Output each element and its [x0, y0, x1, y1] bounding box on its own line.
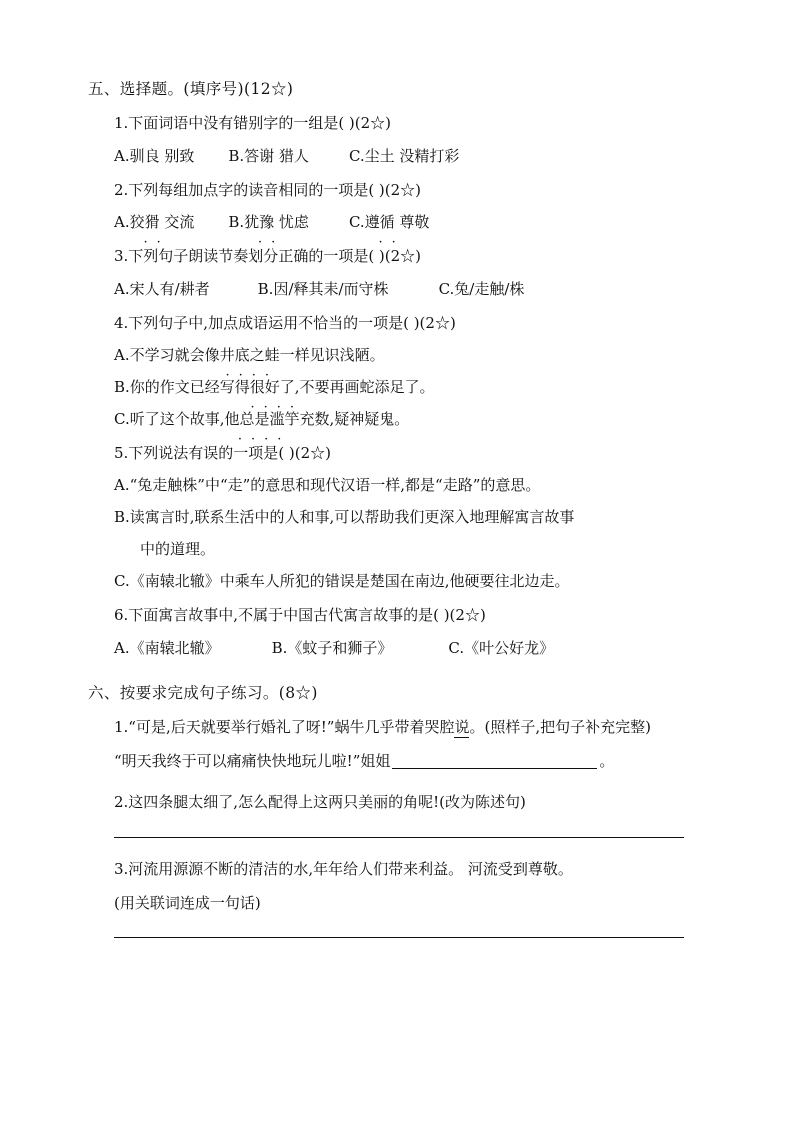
question-5-2-options	[114, 211, 708, 234]
question-6-2-stem: 2.这四条腿太细了,怎么配得上这两只美丽的角呢!(改为陈述句)	[114, 793, 526, 812]
question-6-1-stem	[114, 716, 708, 739]
option-5-4-a-text: A.不学习就会像井底之蛙一样见识浅陋。 ····	[114, 343, 385, 367]
option-5-1-b[interactable]: B.答谢 猎人	[228, 146, 309, 165]
question-6-1-underlined: 说	[454, 718, 470, 736]
option-5-3-c[interactable]: C.兔/走触/株	[438, 279, 525, 298]
question-5-3-text: 3.下列句子朗读节奏划分正确的一项是( )(2☆)	[114, 247, 422, 266]
option-5-3-b[interactable]: B.因/释其耒/而守株	[257, 279, 389, 298]
question-5-5-stem	[114, 442, 708, 465]
question-5-6-stem	[114, 604, 708, 627]
question-6-1-blank[interactable]	[392, 768, 597, 769]
option-5-6-a[interactable]: A.《南辕北辙》	[114, 638, 220, 657]
option-5-4-c-text: C.听了这个故事,他总是滥竽充数,疑神疑鬼。 ····	[114, 407, 409, 431]
question-5-3-options	[114, 278, 708, 301]
question-5-3-stem	[114, 245, 708, 268]
worksheet-content	[88, 62, 708, 938]
question-5-1-stem	[114, 112, 708, 135]
option-5-4-b[interactable]	[114, 375, 708, 399]
option-5-1-a[interactable]: A.驯良 别致	[114, 146, 195, 165]
option-5-5-a[interactable]: A.“兔走触株”中“走”的意思和现代汉语一样,都是“走路”的意思。	[114, 476, 541, 495]
option-5-2-c[interactable]: C.遵循 尊敬 ··	[349, 211, 429, 234]
question-6-1-post: 。(照样子,把句子补充完整)	[469, 718, 651, 736]
question-5-2-text: 2.下列每组加点字的读音相同的一项是( )(2☆)	[114, 180, 422, 199]
option-5-1-c[interactable]: C.尘土 没精打彩	[348, 146, 460, 165]
question-5-1-text: 1.下面词语中没有错别字的一组是( )(2☆)	[114, 114, 392, 133]
option-5-4-a[interactable]	[114, 343, 708, 367]
option-5-3-a[interactable]: A.宋人有/耕者	[114, 279, 210, 298]
question-5-6-options	[114, 637, 708, 660]
option-5-2-b[interactable]: B.犹豫 忧虑 ··	[228, 211, 309, 234]
question-5-4-text: 4.下列句子中,加点成语运用不恰当的一项是( )(2☆)	[114, 313, 456, 332]
option-5-6-b[interactable]: B.《蚊子和狮子》	[271, 638, 393, 657]
question-5-4-stem	[114, 312, 708, 335]
section-heading-5: 五、选择题。(填序号)(12☆)	[88, 80, 294, 98]
option-5-2-a[interactable]: A.狡猾 交流 ··	[114, 211, 194, 234]
section-heading-6: 六、按要求完成句子练习。(8☆)	[88, 683, 318, 702]
option-5-6-c[interactable]: C.《叶公好龙》	[448, 638, 555, 657]
question-5-6-text: 6.下面寓言故事中,不属于中国古代寓言故事的是( )(2☆)	[114, 606, 486, 625]
question-5-2-stem	[114, 179, 708, 202]
question-6-1-answer-pre: “明天我终于可以痛痛快快地玩儿啦!”姐姐	[114, 752, 391, 771]
option-5-5-b[interactable]: B.读寓言时,联系生活中的人和事,可以帮助我们更深入地理解寓言故事	[114, 508, 575, 527]
question-6-3-instruction: (用关联词连成一句话)	[114, 893, 261, 912]
option-5-5-b-cont: 中的道理。	[140, 540, 216, 559]
option-5-4-c[interactable]	[114, 407, 708, 431]
question-5-5-text: 5.下列说法有误的一项是( )(2☆)	[114, 444, 332, 462]
question-6-1-answer-post: 。	[599, 752, 615, 771]
option-5-4-b-text: B.你的作文已经写得很好了,不要再画蛇添足了。 ····	[114, 375, 435, 399]
question-6-1-pre: 1.“可是,后天就要举行婚礼了呀!”蜗牛几乎带着哭腔	[114, 718, 455, 736]
question-6-1-answer-line	[114, 749, 708, 773]
question-6-2-answer-rule[interactable]	[114, 837, 684, 838]
question-6-3-answer-rule[interactable]	[114, 937, 684, 938]
question-5-1-options	[114, 145, 708, 168]
option-5-5-c[interactable]: C.《南辕北辙》中乘车人所犯的错误是楚国在南边,他硬要往北边走。	[114, 572, 570, 591]
question-6-3-stem: 3.河流用源源不断的清洁的水,年年给人们带来利益。 河流受到尊敬。	[114, 859, 573, 878]
